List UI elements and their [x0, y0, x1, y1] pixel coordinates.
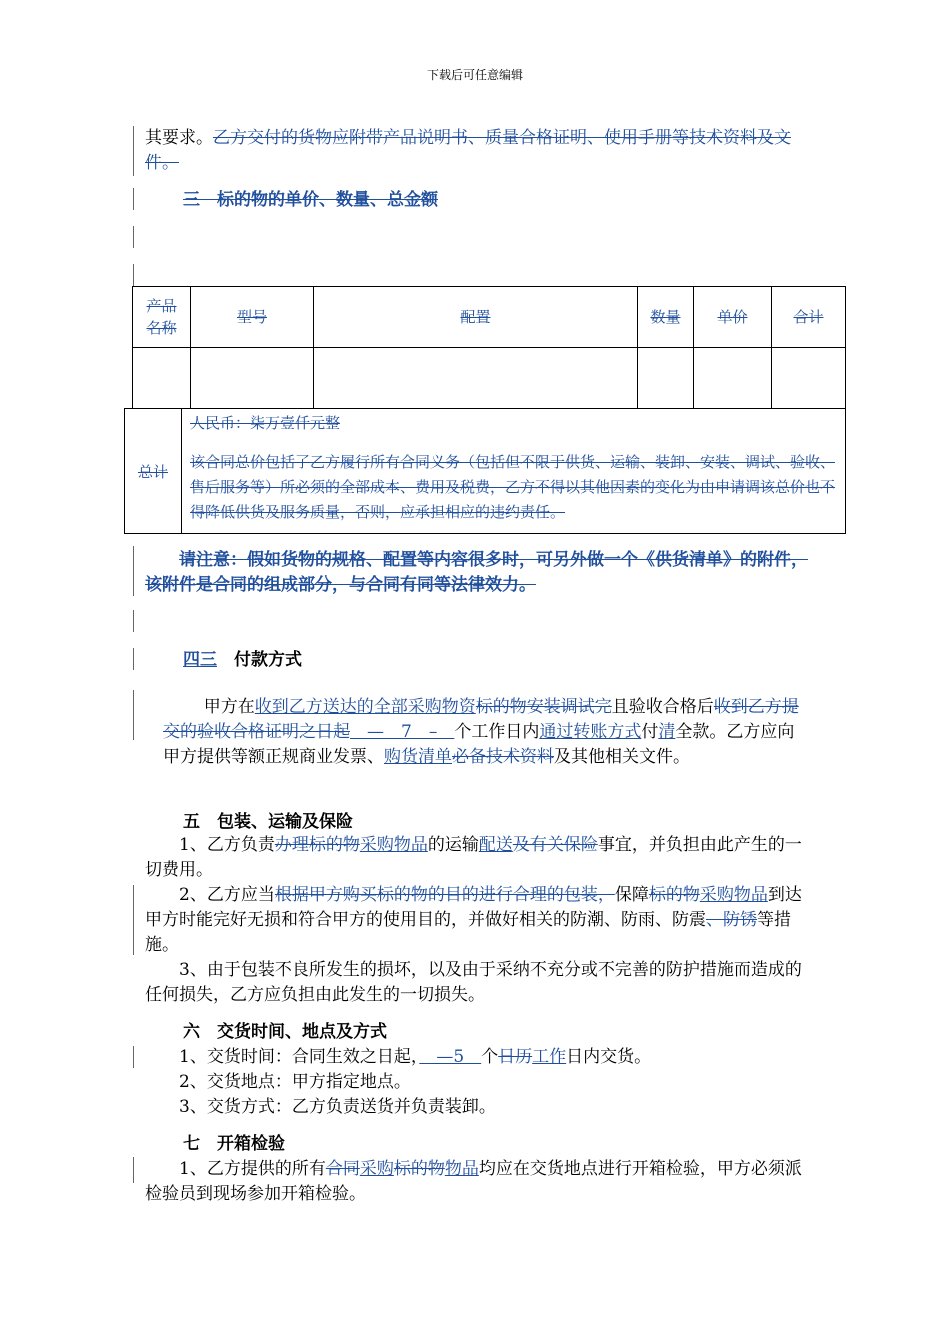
deleted-text: 标的物 — [393, 1159, 445, 1179]
change-bar — [133, 610, 134, 632]
section-5-title: 五 包装、运输及保险 — [183, 812, 353, 832]
change-bar — [133, 264, 134, 286]
change-bar — [133, 1157, 134, 1183]
table-cell — [190, 347, 314, 409]
section-6-title: 六 交货时间、地点及方式 — [183, 1022, 387, 1042]
total-amount: 人民币：柒万壹仟元整 — [190, 414, 341, 432]
text: 日内交货。 — [566, 1047, 652, 1067]
table-header-unit-price: 单价 — [693, 286, 772, 348]
inserted-text: 收到乙方送达的全部采购物资 — [254, 697, 476, 717]
deleted-text: 标的物安装调试完 — [475, 697, 612, 717]
table-cell — [771, 347, 846, 409]
table-total-content — [181, 408, 846, 534]
table-header-quantity: 数量 — [637, 286, 694, 348]
table-total-label: 总计 — [124, 408, 182, 534]
text: 事宜，并负担由此产生的一切费用。 — [145, 835, 802, 880]
inserted-text: 物品 — [444, 1159, 479, 1179]
table-cell — [313, 347, 638, 409]
inserted-text: 购货清单 — [384, 747, 452, 767]
section-6-item-2: 2、交货地点：甲方指定地点。 — [179, 1072, 411, 1092]
section-title-text: 付款方式 — [217, 650, 302, 670]
section-number: 四三 — [183, 650, 217, 670]
change-bar — [133, 226, 134, 248]
section-6-item-1 — [145, 1045, 810, 1070]
total-note: 该合同总价包括了乙方履行所有合同义务（包括但不限于供货、运输、装卸、安装、调试、验收、售后服务等）所必须的全部成本、费用及税费，乙方不得以其他因素的变化为由申请调该总价也不得降低供货及服务质量，否则，应承担相应的违约责任。 — [190, 453, 836, 521]
deleted-text: 收到乙方提交的验收合格证明之日起 — [163, 697, 799, 742]
text: 1、乙方提供的所有 — [179, 1159, 326, 1179]
change-bar — [133, 648, 134, 670]
deleted-text: 乙方交付的货物应附带产品说明书、质量合格证明、使用手册等技术资料及文件。 — [145, 128, 791, 173]
section-3-title: 三 标的物的单价、数量、总金额 — [183, 190, 438, 210]
section-7-item-1 — [145, 1157, 810, 1207]
change-bar — [133, 126, 134, 176]
text: 甲方在 — [203, 697, 255, 717]
inserted-text: 清 — [658, 722, 676, 742]
deleted-text: 必备技术资料 — [452, 747, 554, 767]
table-cell — [637, 347, 694, 409]
change-bar — [133, 690, 134, 740]
table-header-subtotal: 合计 — [771, 286, 846, 348]
section-4-title — [183, 648, 848, 673]
text: 保障 — [614, 885, 649, 905]
deleted-text: 标的物 — [648, 885, 700, 905]
deleted-text: 根据甲方购买标的物的目的进行合理的包装， — [274, 885, 615, 905]
inserted-text: 采购物品 — [359, 835, 428, 855]
deleted-text: 办理标的物 — [274, 835, 360, 855]
inserted-text: 采购物品 — [699, 885, 768, 905]
table-header-product-name: 产品名称 — [132, 286, 191, 348]
text: 到达甲方时能完好无损和符合甲方的使用目的，并做好相关的防潮、防雨、防震 — [145, 885, 802, 930]
text: 及其他相关文件。 — [554, 747, 690, 767]
text: 个 — [481, 1047, 499, 1067]
payment-paragraph — [163, 695, 810, 770]
inserted-text: 配送 — [478, 835, 513, 855]
text: 付 — [641, 722, 659, 742]
text: 个工作日内 — [454, 722, 540, 742]
notice-paragraph: 请注意：假如货物的规格、配置等内容很多时，可另外做一个《供货清单》的附件，该附件是合同的组成部分，与合同有同等法律效力。 — [145, 550, 808, 595]
inserted-text: 通过转账方式 — [539, 722, 642, 742]
text: 其要求。 — [145, 128, 213, 148]
text: 且验收合格后 — [611, 697, 714, 717]
paragraph-requirements — [145, 126, 810, 176]
delivery-days: —5 — [419, 1047, 482, 1067]
text: 2、乙方应当 — [179, 885, 275, 905]
section-5-item-3: 3、由于包装不良所发生的损坏，以及由于采纳不充分或不完善的防护措施而造成的任何损失，乙方应负担由此发生的一切损失。 — [145, 960, 802, 1005]
section-7-title: 七 开箱检验 — [183, 1134, 285, 1154]
change-bar — [133, 885, 134, 955]
change-bar — [133, 188, 134, 210]
deleted-text: 及有关保险 — [512, 835, 598, 855]
table-cell — [132, 347, 191, 409]
deleted-text: 、防锈 — [706, 910, 757, 930]
section-5-item-2 — [145, 883, 810, 958]
text: 1、交货时间：合同生效之日起， — [179, 1047, 420, 1067]
change-bar — [133, 546, 134, 596]
section-6-item-3: 3、交货方式：乙方负责送货并负责装卸。 — [179, 1097, 496, 1117]
page-header: 下载后可任意编辑 — [426, 68, 523, 82]
text: 的运输 — [427, 835, 479, 855]
text: 全款。乙方应向甲方提供等额正规商业发票、 — [163, 722, 795, 767]
table-header-config: 配置 — [313, 286, 638, 348]
payment-days: — 7 – — [350, 722, 455, 742]
deleted-text: 合同 — [325, 1159, 360, 1179]
text: 均应在交货地点进行开箱检验，甲方必须派检验员到现场参加开箱检验。 — [145, 1159, 802, 1204]
table-cell — [693, 347, 772, 409]
text: 1、乙方负责 — [179, 835, 275, 855]
text: 等措施。 — [145, 910, 791, 955]
change-bar — [133, 1046, 134, 1068]
table-header-model: 型号 — [190, 286, 314, 348]
inserted-text: 工作 — [532, 1047, 567, 1067]
section-5-item-1 — [145, 833, 810, 883]
inserted-text: 采购 — [359, 1159, 394, 1179]
deleted-text: 日历 — [498, 1047, 533, 1067]
